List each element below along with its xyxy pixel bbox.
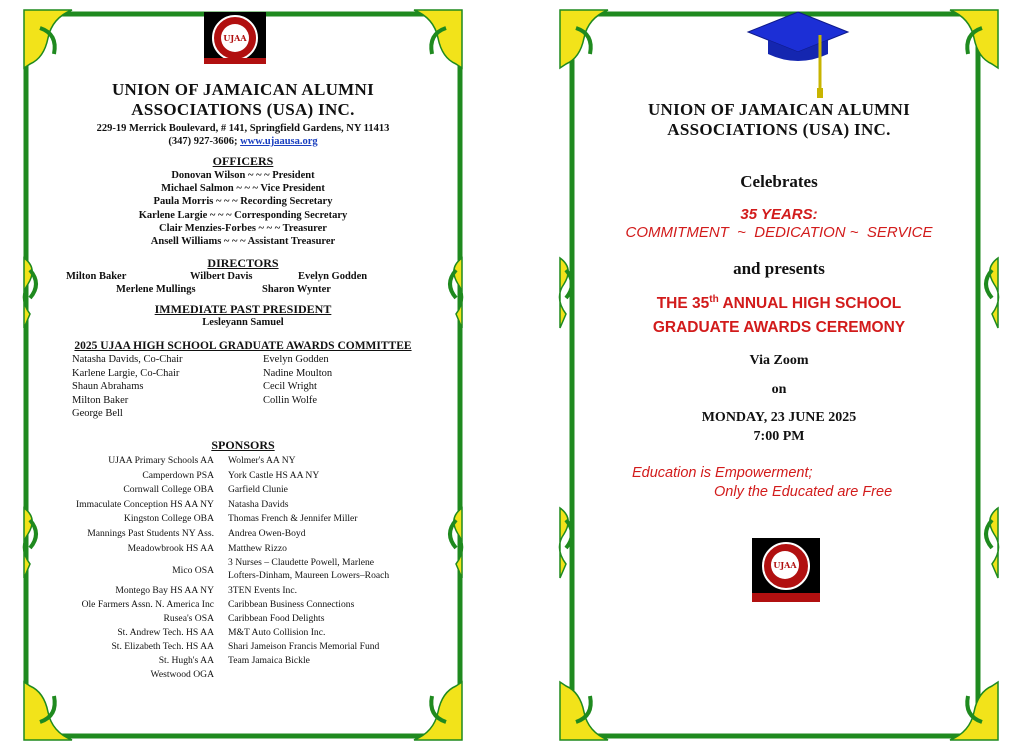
- officer-line: Clair Menzies-Forbes ~ ~ ~ Treasurer: [159, 222, 327, 234]
- officer-line: Paula Morris ~ ~ ~ Recording Secretary: [153, 196, 333, 208]
- sponsor-name: Caribbean Business Connections: [228, 599, 355, 610]
- ujaa-logo: [752, 538, 820, 602]
- sponsor-name: St. Elizabeth Tech. HS AA: [111, 641, 214, 652]
- sponsor-name: Immaculate Conception HS AA NY: [75, 499, 214, 510]
- sponsor-name: Matthew Rizzo: [228, 543, 287, 554]
- sponsor-name: Cornwall College OBA: [123, 484, 214, 495]
- committee-member: Cecil Wright: [263, 381, 317, 393]
- sponsor-name: Natasha Davids: [228, 499, 289, 510]
- org-name: [22, 80, 464, 120]
- director-name: Wilbert Davis: [190, 271, 253, 282]
- sponsor-name: Wolmer's AA NY: [228, 455, 296, 466]
- quote-line1: Education is Empowerment;: [632, 465, 813, 481]
- contact-line: [22, 135, 464, 148]
- committee-member: Natasha Davids, Co-Chair: [72, 354, 183, 365]
- director-name: Evelyn Godden: [298, 271, 368, 282]
- logo-text: UJAA: [771, 551, 799, 579]
- committee-member: Milton Baker: [72, 394, 129, 406]
- event-time: 7:00 PM: [753, 429, 805, 444]
- celebrates-text: Celebrates: [740, 172, 818, 191]
- sponsor-name: Thomas French & Jennifer Miller: [228, 513, 358, 524]
- officers-list: [22, 169, 464, 248]
- sponsor-name: 3TEN Events Inc.: [228, 585, 298, 596]
- sponsor-name: Camperdown PSA: [142, 470, 214, 481]
- officers-heading: OFFICERS: [212, 154, 274, 168]
- sponsor-name: Mico OSA: [172, 565, 214, 576]
- cover-org-name-line1: UNION OF JAMAICAN ALUMNI: [647, 100, 911, 119]
- committee-member: Shaun Abrahams: [72, 381, 144, 393]
- sponsor-name: York Castle HS AA NY: [228, 470, 320, 481]
- officer-line: Michael Salmon ~ ~ ~ Vice President: [161, 183, 325, 195]
- sponsor-name: Westwood OGA: [150, 669, 214, 680]
- sponsor-name: Ole Farmers Assn. N. America Inc: [81, 599, 214, 610]
- sponsor-name: Rusea's OSA: [163, 613, 214, 624]
- director-name: Merlene Mullings: [116, 284, 196, 295]
- via-zoom-text: Via Zoom: [749, 353, 809, 368]
- committee-right-column: [263, 353, 332, 407]
- committee-heading: 2025 UJAA HIGH SCHOOL GRADUATE AWARDS COMMITTEE: [74, 340, 412, 352]
- directors-heading: DIRECTORS: [207, 256, 279, 270]
- ceremony-title-post: ANNUAL HIGH SCHOOL: [718, 295, 902, 313]
- cover-org-name: [558, 100, 1000, 140]
- sponsor-name: Caribbean Food Delights: [228, 613, 325, 624]
- cover-org-name-line2: ASSOCIATIONS (USA) INC.: [667, 120, 891, 139]
- on-text: on: [771, 382, 787, 397]
- logo-text: UJAA: [221, 24, 249, 52]
- sponsor-name: UJAA Primary Schools AA: [108, 455, 214, 466]
- org-address: 229-19 Merrick Boulevard, # 141, Springfield Gardens, NY 11413: [96, 123, 390, 134]
- motto-text: COMMITMENT ~ DEDICATION ~ SERVICE: [625, 224, 933, 241]
- sponsor-name: Andrea Owen-Boyd: [228, 528, 306, 539]
- program-cover-page: [558, 8, 1000, 742]
- quote-line2: Only the Educated are Free: [714, 484, 893, 500]
- event-date: MONDAY, 23 JUNE 2025: [701, 410, 857, 425]
- officer-line: Ansell Williams ~ ~ ~ Assistant Treasurer: [150, 236, 336, 248]
- committee-left-column: [72, 353, 183, 421]
- years-text: 35 YEARS:: [740, 206, 818, 223]
- sponsor-name: St. Andrew Tech. HS AA: [117, 627, 214, 638]
- sponsor-name: M&T Auto Collision Inc.: [228, 627, 326, 638]
- director-name: Milton Baker: [66, 271, 127, 282]
- sponsor-name: 3 Nurses – Claudette Powell, Marlene: [228, 557, 375, 568]
- sponsor-name: Kingston College OBA: [123, 513, 214, 524]
- sponsor-name: St. Hugh's AA: [158, 655, 214, 666]
- website-link[interactable]: www.ujaausa.org: [240, 136, 318, 147]
- program-back-page: [22, 8, 464, 742]
- ceremony-title-line2: GRADUATE AWARDS CEREMONY: [652, 319, 906, 336]
- committee-member: Collin Wolfe: [263, 394, 318, 406]
- officer-line: Karlene Largie ~ ~ ~ Corresponding Secretary: [138, 209, 348, 221]
- committee-member: Evelyn Godden: [263, 354, 329, 365]
- sponsor-name: Shari Jameison Francis Memorial Fund: [228, 641, 380, 652]
- sponsors-heading: SPONSORS: [211, 438, 275, 452]
- sponsor-name: Team Jamaica Bickle: [228, 655, 310, 666]
- phone: (347) 927-3606;: [168, 136, 238, 147]
- org-name-line2: ASSOCIATIONS (USA) INC.: [131, 100, 355, 119]
- sponsor-name: Meadowbrook HS AA: [127, 543, 214, 554]
- past-president-name: Lesleyann Samuel: [202, 317, 284, 328]
- officer-line: Donovan Wilson ~ ~ ~ President: [171, 170, 315, 181]
- sponsor-name: Montego Bay HS AA NY: [115, 585, 214, 596]
- ceremony-title-pre: THE 35: [656, 295, 710, 313]
- director-name: Sharon Wynter: [262, 284, 331, 295]
- and-presents-text: and presents: [733, 259, 825, 278]
- committee-member: Karlene Largie, Co-Chair: [72, 367, 180, 379]
- committee-member: George Bell: [72, 408, 123, 420]
- ceremony-title-sup: th: [709, 294, 719, 305]
- org-name-line1: UNION OF JAMAICAN ALUMNI: [111, 80, 375, 99]
- sponsor-name: Lofters-Dinham, Maureen Lowers–Roach: [228, 570, 390, 581]
- sponsor-name: Garfield Clunie: [228, 484, 288, 495]
- past-president-heading: IMMEDIATE PAST PRESIDENT: [154, 302, 332, 316]
- sponsor-name: Mannings Past Students NY Ass.: [87, 528, 214, 539]
- ceremony-title-line1: [558, 294, 1000, 313]
- committee-member: Nadine Moulton: [263, 367, 333, 379]
